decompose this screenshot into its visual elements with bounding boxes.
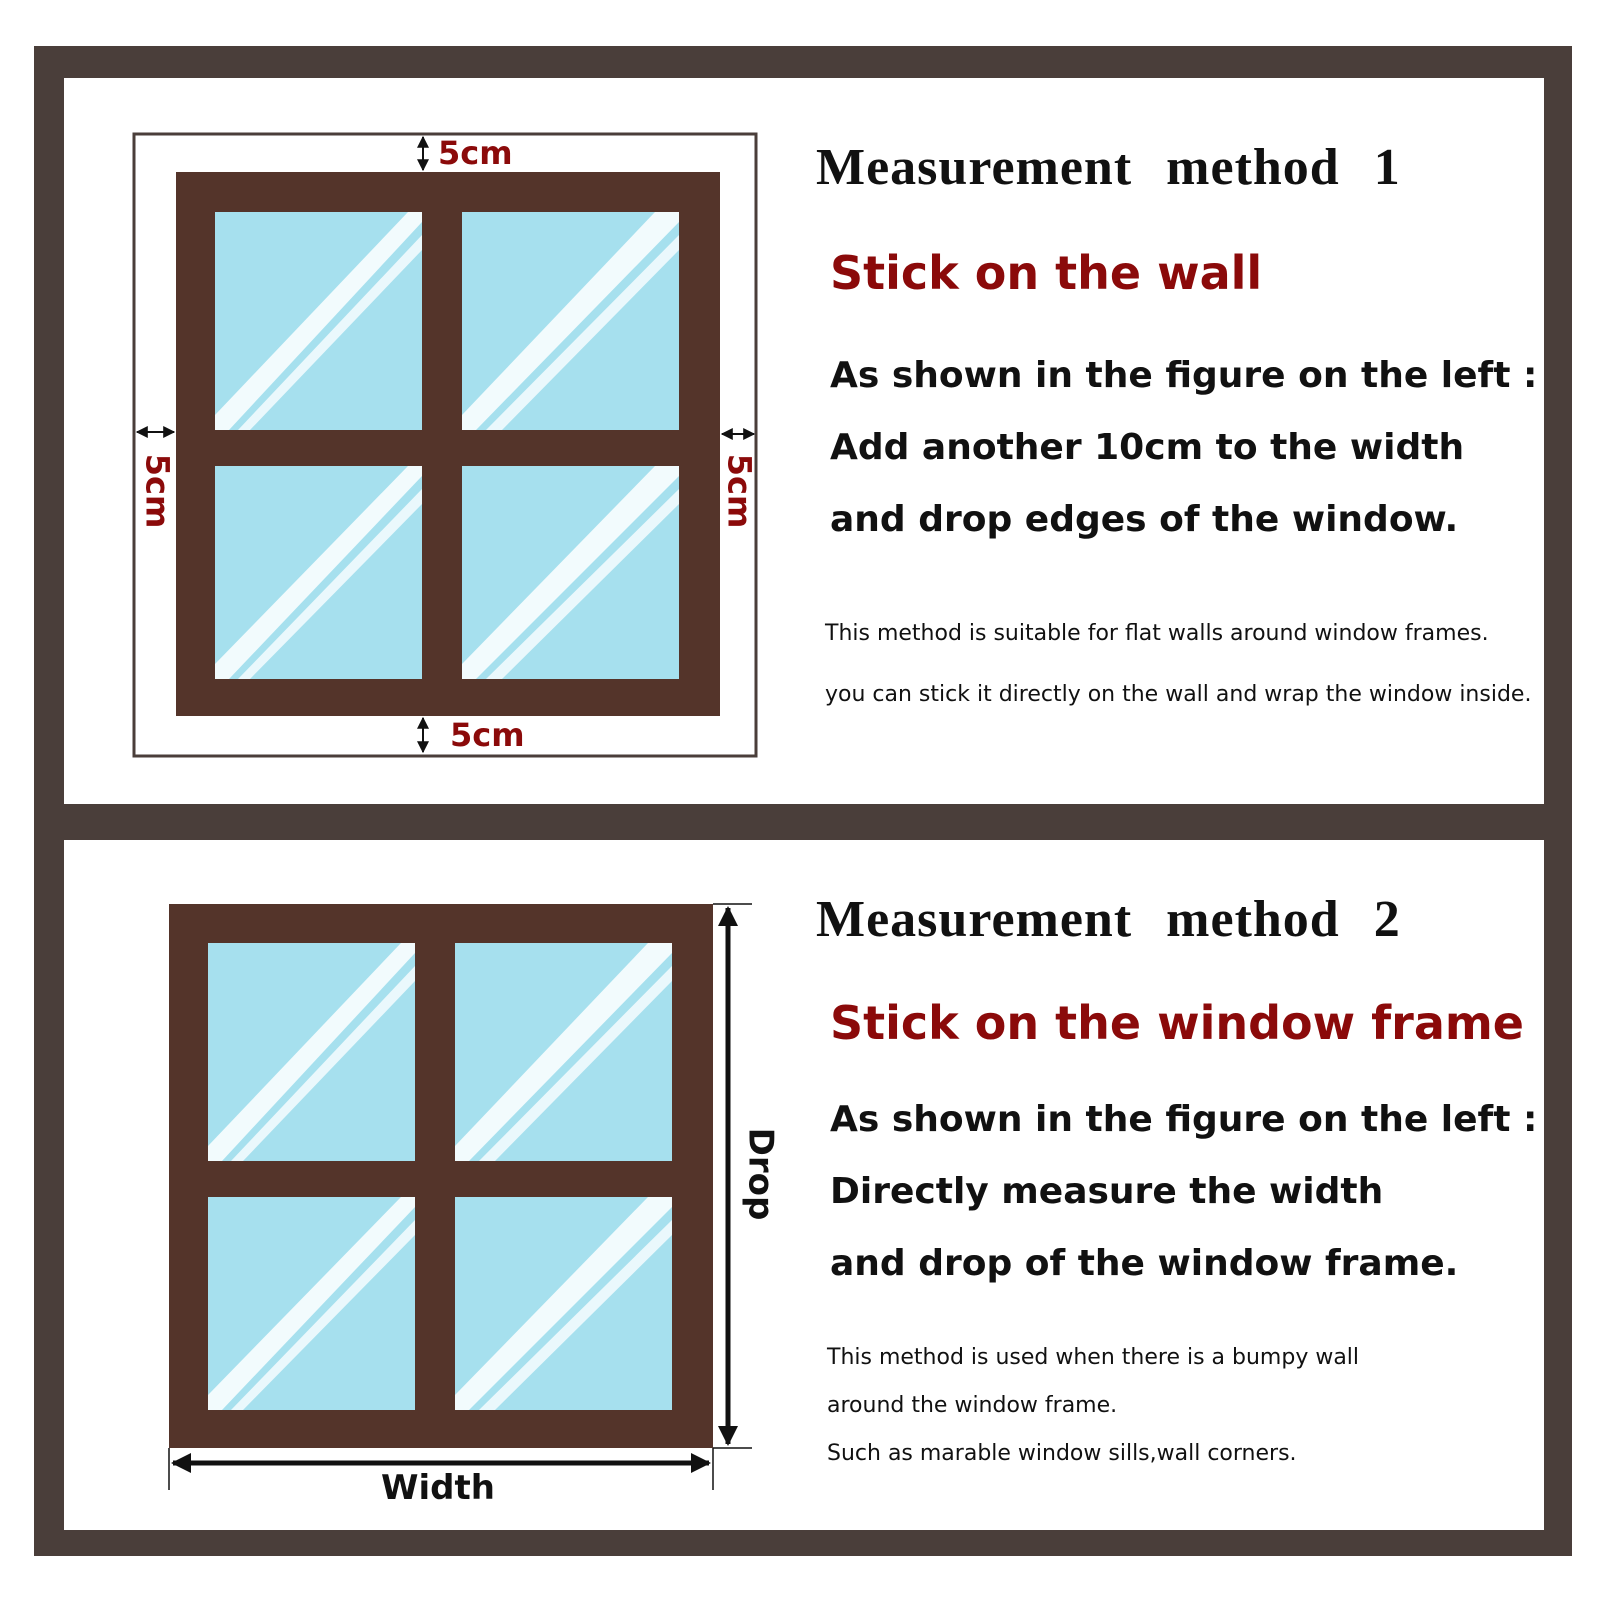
method2-line: As shown in the figure on the left : xyxy=(830,1099,1538,1140)
glass-pane xyxy=(462,212,679,430)
method2-subtitle: Stick on the window frame xyxy=(830,996,1524,1050)
dim-bottom-label: 5cm xyxy=(450,716,525,754)
method2-heading: Measurement method 2 xyxy=(816,891,1401,948)
dim-top-label: 5cm xyxy=(438,134,513,172)
method1-note: This method is suitable for flat walls around window frames. xyxy=(825,621,1489,646)
glass-pane xyxy=(215,466,422,679)
glass-pane xyxy=(455,1197,672,1410)
method2-note: This method is used when there is a bumpy wall xyxy=(827,1345,1360,1370)
dim-right-label: 5cm xyxy=(720,453,759,529)
method1-line: As shown in the figure on the left : xyxy=(830,355,1538,396)
method1-line: and drop edges of the window. xyxy=(830,499,1459,540)
glass-pane xyxy=(455,943,672,1161)
glass-pane xyxy=(215,212,422,430)
method1-subtitle: Stick on the wall xyxy=(830,246,1263,300)
window-icon xyxy=(169,904,713,1448)
glass-pane xyxy=(208,943,415,1161)
method2-line: Directly measure the width xyxy=(830,1171,1384,1212)
method2-note: around the window frame. xyxy=(827,1393,1118,1418)
method2-line: and drop of the window frame. xyxy=(830,1243,1459,1284)
window-icon xyxy=(176,172,720,716)
width-label: Width xyxy=(381,1468,495,1508)
dim-left-label: 5cm xyxy=(138,453,177,529)
method1-line: Add another 10cm to the width xyxy=(830,427,1465,468)
method1-heading: Measurement method 1 xyxy=(816,139,1401,196)
glass-pane xyxy=(462,466,679,679)
glass-pane xyxy=(208,1197,415,1410)
drop-label: Drop xyxy=(740,1127,781,1221)
method2-note: Such as marable window sills,wall corners. xyxy=(827,1441,1297,1466)
method1-note: you can stick it directly on the wall and wrap the window inside. xyxy=(825,682,1532,707)
